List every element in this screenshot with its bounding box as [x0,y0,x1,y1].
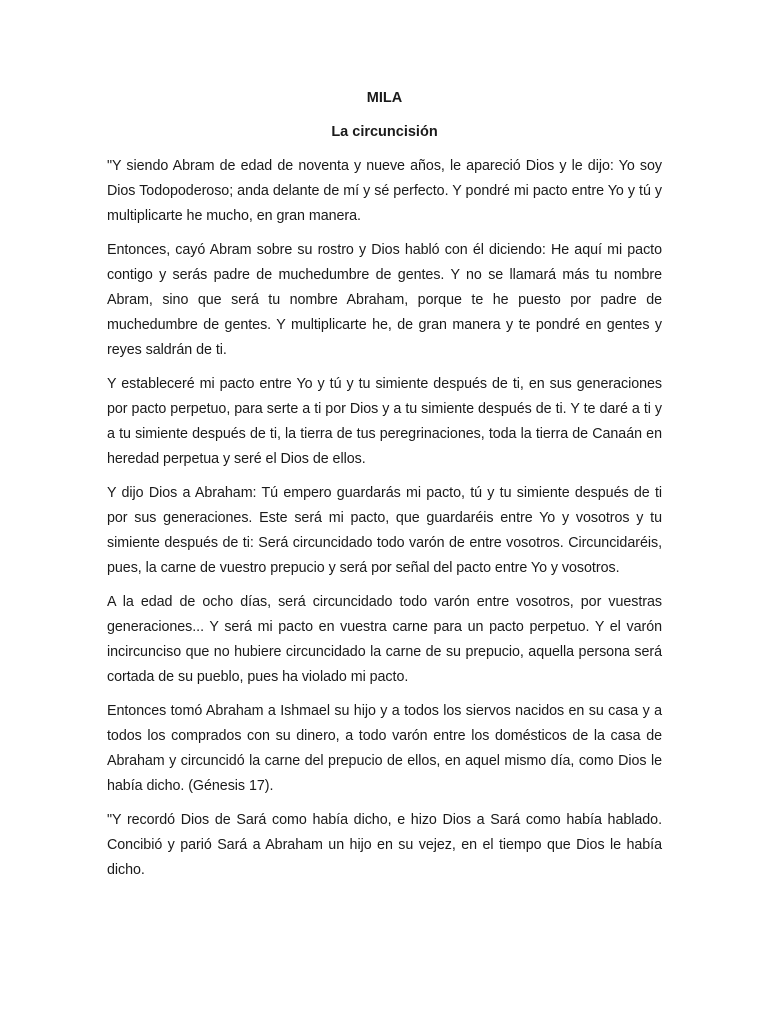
document-title: MILA [366,90,403,106]
paragraph-4: Y dijo Dios a Abraham: Tú empero guardarás mi pacto, tú y tu simiente después de ti por sus generaciones. Este será mi pacto, que guardaréis entre Yo y vosotros y tu simiente después de ti: Será circuncidado todo varón de entre vosotros. Circuncidaréis, pues, la carne de vuestro prepucio y será por señal del pacto entre Yo y vosotros. [107,485,662,576]
paragraph-2: Entonces, cayó Abram sobre su rostro y Dios habló con él diciendo: He aquí mi pacto contigo y serás padre de muchedumbre de gentes. Y no se llamará más tu nombre Abram, sino que será tu nombre Abraham, porque te he puesto por padre de muchedumbre de gentes. Y multiplicarte he, de gran manera y te pondré en gentes y reyes saldrán de ti. [107,242,662,358]
paragraph-1: "Y siendo Abram de edad de noventa y nueve años, le apareció Dios y le dijo: Yo soy Dios Todopoderoso; anda delante de mí y sé perfecto. Y pondré mi pacto entre Yo y tú y multiplicarte he mucho, en gran manera. [107,158,662,224]
paragraph-6: Entonces tomó Abraham a Ishmael su hijo y a todos los siervos nacidos en su casa y a todos los comprados con su dinero, a todo varón entre los domésticos de la casa de Abraham y circuncidó la carne del prepucio de ellos, en aquel mismo día, como Dios le había dicho. (Génesis 17). [107,703,662,794]
paragraph-7: "Y recordó Dios de Sará como había dicho, e hizo Dios a Sará como había hablado. Concibió y parió Sará a Abraham un hijo en su vejez, en el tiempo que Dios le había dicho. [107,812,662,878]
paragraph-5: A la edad de ocho días, será circuncidado todo varón entre vosotros, por vuestras generaciones... Y será mi pacto en vuestra carne para un pacto perpetuo. Y el varón incircunciso que no hubiere circuncidado la carne de su prepucio, aquella persona será cortada de su pueblo, pues ha violado mi pacto. [107,594,662,685]
paragraph-3: Y estableceré mi pacto entre Yo y tú y tu simiente después de ti, en sus generaciones por pacto perpetuo, para serte a ti por Dios y a tu simiente después de ti. Y te daré a ti y a tu simiente después de ti, la tierra de tus peregrinaciones, toda la tierra de Canaán en heredad perpetua y seré el Dios de ellos. [107,376,662,467]
document-subtitle: La circuncisión [331,124,438,140]
